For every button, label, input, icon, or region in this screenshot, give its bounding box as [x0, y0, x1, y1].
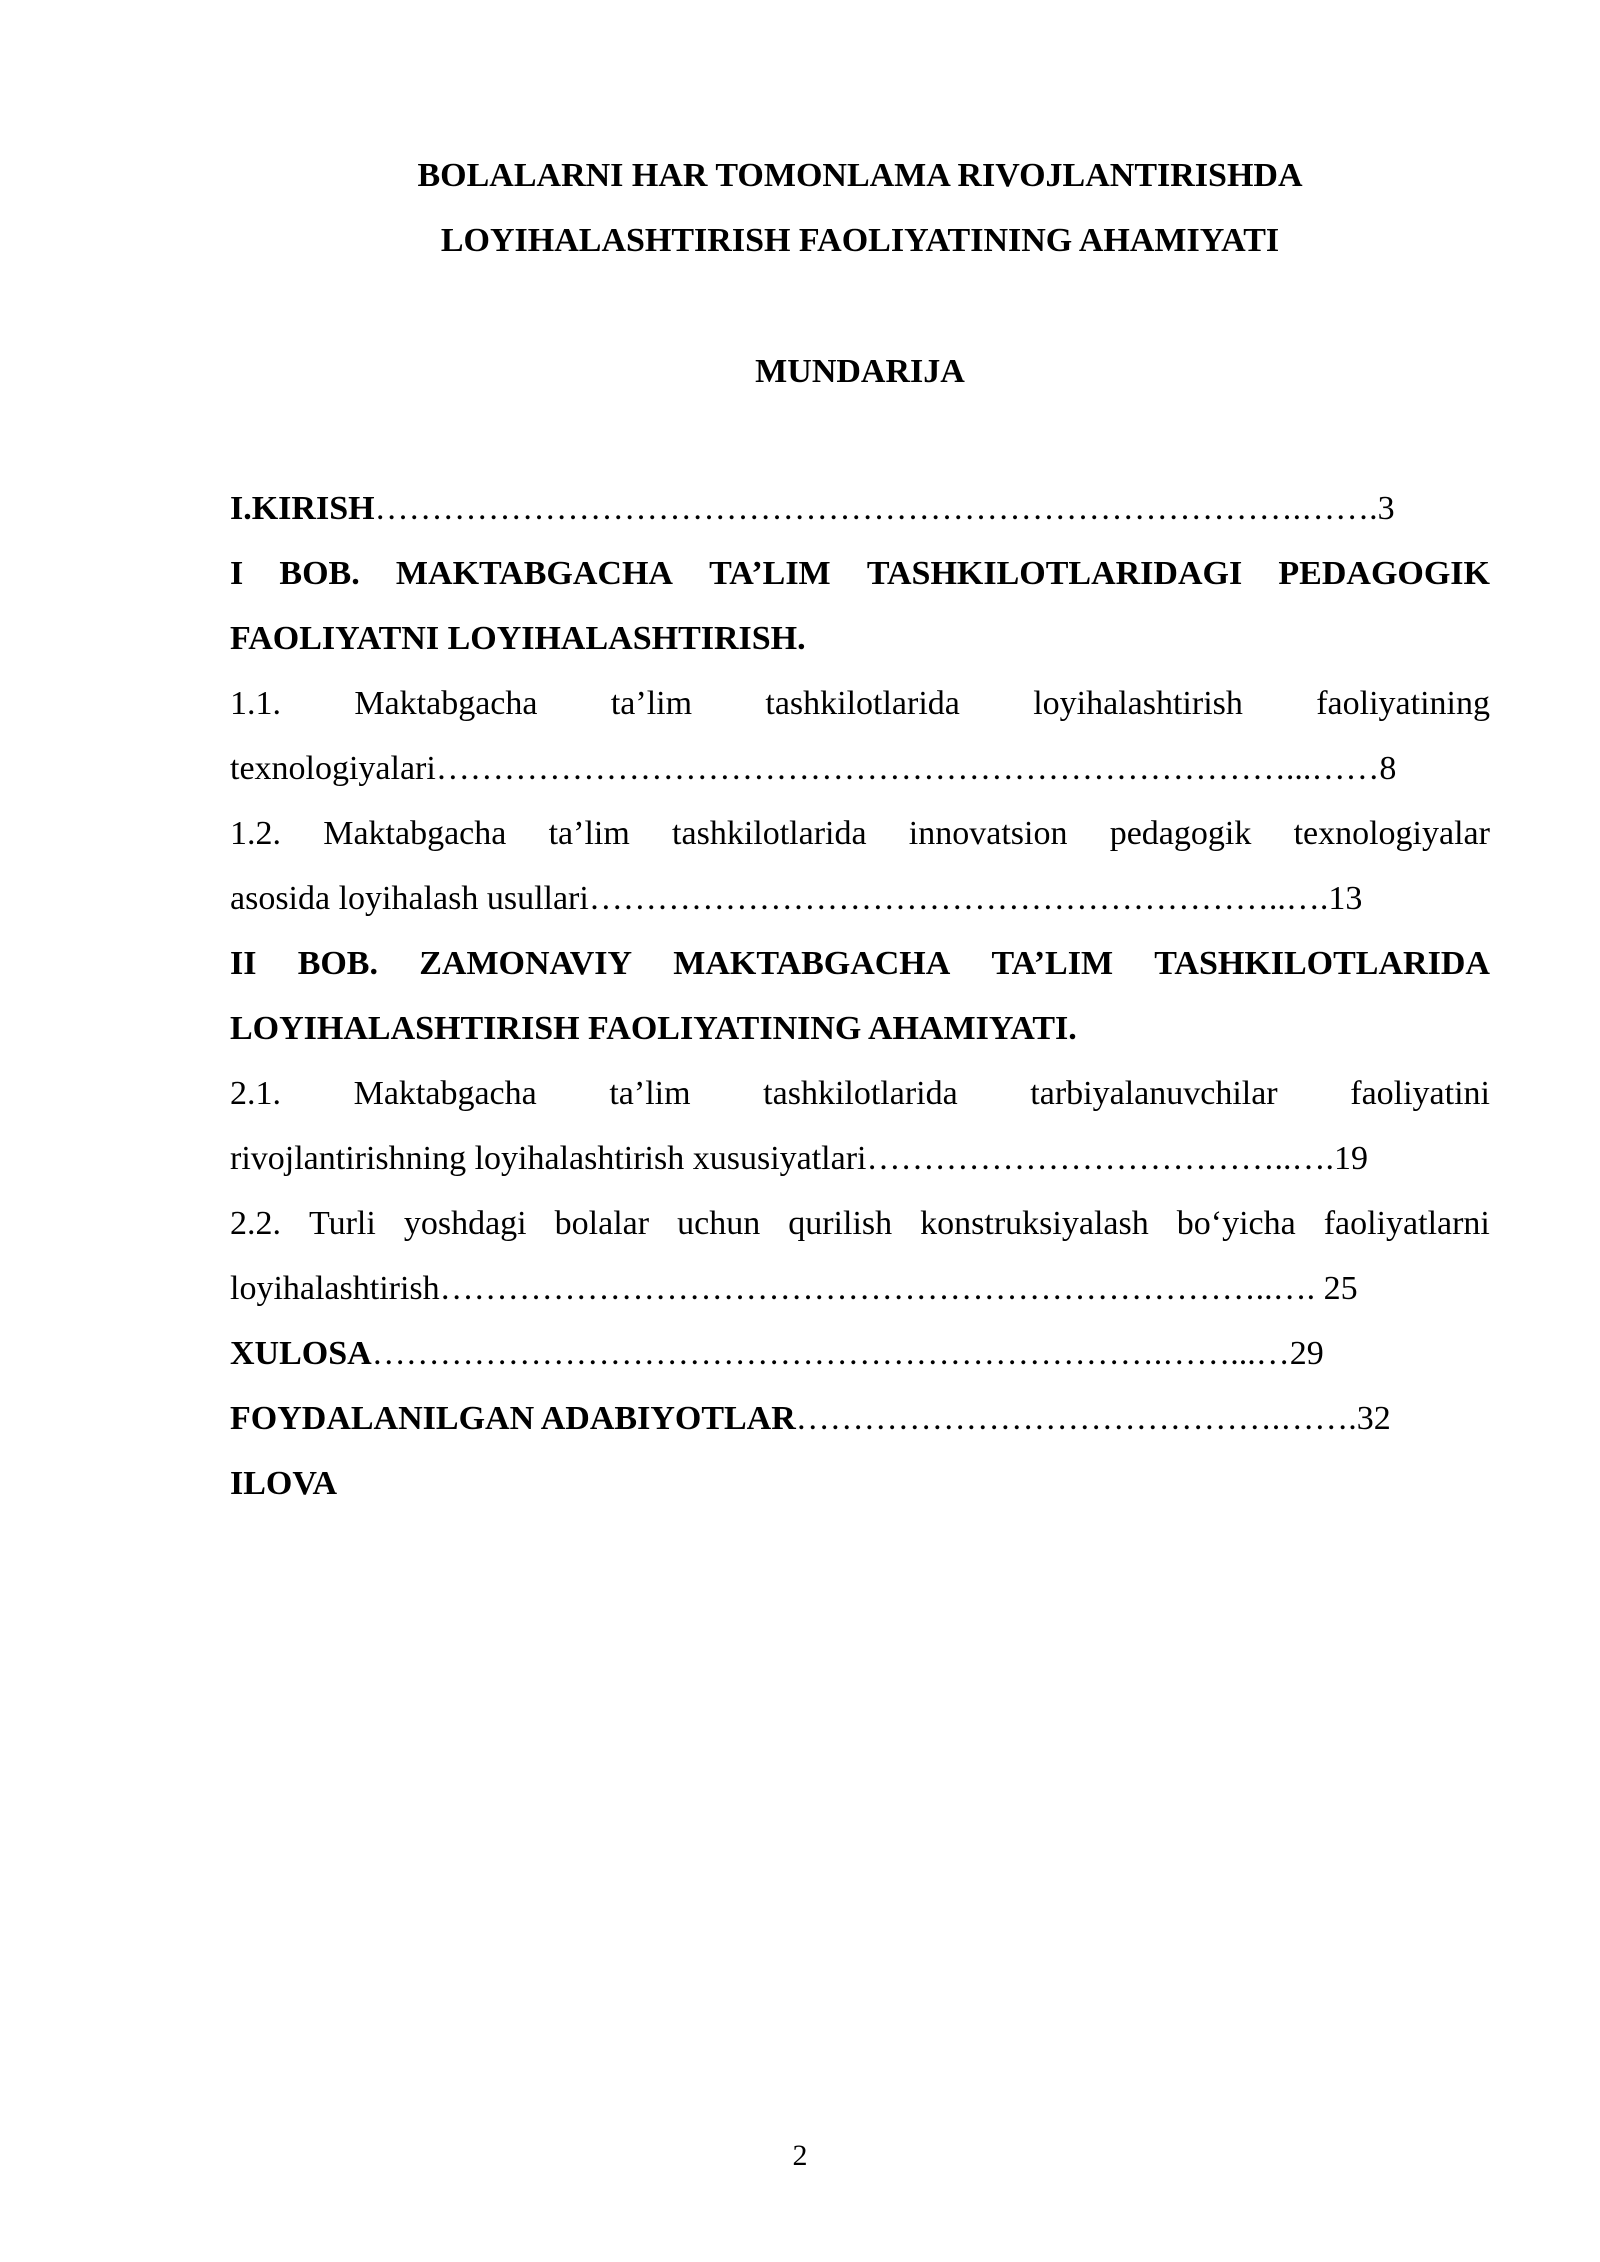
- toc-adabiyotlar-leader: …………………………………….…….32: [795, 1400, 1391, 1437]
- toc-1-2-word: Maktabgacha: [323, 815, 507, 852]
- toc-1-2-word: 1.2.: [230, 815, 281, 852]
- toc-entry-bob1-line2: FAOLIYATNI LOYIHALASHTIRISH.: [230, 620, 806, 657]
- toc-entry-1-1-line1: [230, 671, 1490, 736]
- toc-entry-1-1-line2: texnologiyalari…………………………………………………………………...……8: [230, 750, 1397, 787]
- toc-bob2-word: ZAMONAVIY: [419, 945, 633, 982]
- document-title-line-2: LOYIHALASHTIRISH FAOLIYATINING AHAMIYATI: [440, 222, 1280, 259]
- toc-2-1-word: tashkilotlarida: [763, 1075, 958, 1112]
- toc-kirish-label: I.KIRISH: [230, 490, 375, 527]
- toc-entry-1-2-line1: [230, 801, 1490, 866]
- toc-2-2-word: konstruksiyalash: [920, 1205, 1149, 1242]
- toc-1-2-word: ta’lim: [548, 815, 630, 852]
- toc-2-2-word: 2.2.: [230, 1205, 281, 1242]
- toc-entry-xulosa: [230, 1321, 1490, 1386]
- toc-entry-2-2-line2: loyihalashtirish………………………………………………………………..…. 25: [230, 1270, 1358, 1307]
- document-title-line-1: BOLALARNI HAR TOMONLAMA RIVOJLANTIRISHDA: [417, 157, 1303, 194]
- toc-2-2-word: uchun: [677, 1205, 761, 1242]
- toc-2-1-word: ta’lim: [609, 1075, 691, 1112]
- toc-1-1-word: ta’lim: [610, 685, 693, 722]
- toc-adabiyotlar-label: FOYDALANILGAN ADABIYOTLAR: [230, 1400, 796, 1437]
- toc-bob2-word: TA’LIM: [991, 945, 1114, 982]
- toc-2-2-word: bo‘yicha: [1176, 1205, 1296, 1242]
- toc-1-2-word: pedagogik: [1109, 815, 1252, 852]
- toc-2-1-word: faoliyatini: [1350, 1075, 1490, 1112]
- toc-2-1-word: Maktabgacha: [353, 1075, 537, 1112]
- toc-bob1-word: I: [230, 555, 244, 592]
- toc-bob1-word: TASHKILOTLARIDAGI: [866, 555, 1243, 592]
- toc-1-1-word: faoliyatining: [1316, 685, 1490, 722]
- toc-2-2-word: qurilish: [788, 1205, 893, 1242]
- contents-heading: MUNDARIJA: [755, 353, 965, 390]
- toc-2-2-word: faoliyatlarni: [1323, 1205, 1490, 1242]
- toc-2-2-word: bolalar: [554, 1205, 650, 1242]
- toc-entry-bob2-line1: [230, 931, 1490, 996]
- toc-2-1-word: 2.1.: [230, 1075, 281, 1112]
- toc-bob1-word: TA’LIM: [709, 555, 831, 592]
- toc-entry-kirish: [230, 476, 1490, 541]
- toc-bob1-word: PEDAGOGIK: [1278, 555, 1490, 592]
- toc-entry-bob1-line1: [230, 541, 1490, 606]
- toc-entry-1-2-line2: asosida loyihalash usullari……………………………………………………..….13: [230, 880, 1363, 917]
- toc-1-2-word: innovatsion: [908, 815, 1068, 852]
- toc-entry-2-1-line2: rivojlantirishning loyihalashtirish xususiyatlari………………………………..….19: [230, 1140, 1368, 1177]
- toc-bob1-word: BOB.: [279, 555, 360, 592]
- toc-2-2-word: yoshdagi: [403, 1205, 527, 1242]
- toc-1-1-word: Maktabgacha: [354, 685, 538, 722]
- toc-entry-ilova: ILOVA: [230, 1465, 338, 1502]
- toc-1-1-word: 1.1.: [230, 685, 281, 722]
- toc-bob2-word: II: [230, 945, 257, 982]
- toc-entry-2-2-line1: [230, 1191, 1490, 1256]
- toc-xulosa-leader: …………………………………………………………….……...…29: [371, 1335, 1324, 1372]
- toc-kirish-leader: ……………………………………………………………………….…….3: [374, 490, 1395, 527]
- toc-bob2-word: TASHKILOTLARIDA: [1154, 945, 1490, 982]
- toc-xulosa-label: XULOSA: [230, 1335, 372, 1372]
- toc-1-2-word: texnologiyalar: [1293, 815, 1490, 852]
- toc-2-2-word: Turli: [309, 1205, 376, 1242]
- toc-entry-bob2-line2: LOYIHALASHTIRISH FAOLIYATINING AHAMIYATI.: [230, 1010, 1077, 1047]
- toc-bob1-word: MAKTABGACHA: [395, 555, 673, 592]
- toc-entry-adabiyotlar: [230, 1386, 1490, 1451]
- toc-bob2-word: BOB.: [297, 945, 378, 982]
- toc-entry-2-1-line1: [230, 1061, 1490, 1126]
- toc-bob2-word: MAKTABGACHA: [673, 945, 951, 982]
- toc-1-1-word: loyihalashtirish: [1033, 685, 1243, 722]
- page-number: 2: [792, 2139, 808, 2172]
- toc-1-1-word: tashkilotlarida: [765, 685, 960, 722]
- toc-2-1-word: tarbiyalanuvchilar: [1030, 1075, 1278, 1112]
- table-of-contents: [230, 476, 1490, 1516]
- toc-1-2-word: tashkilotlarida: [672, 815, 867, 852]
